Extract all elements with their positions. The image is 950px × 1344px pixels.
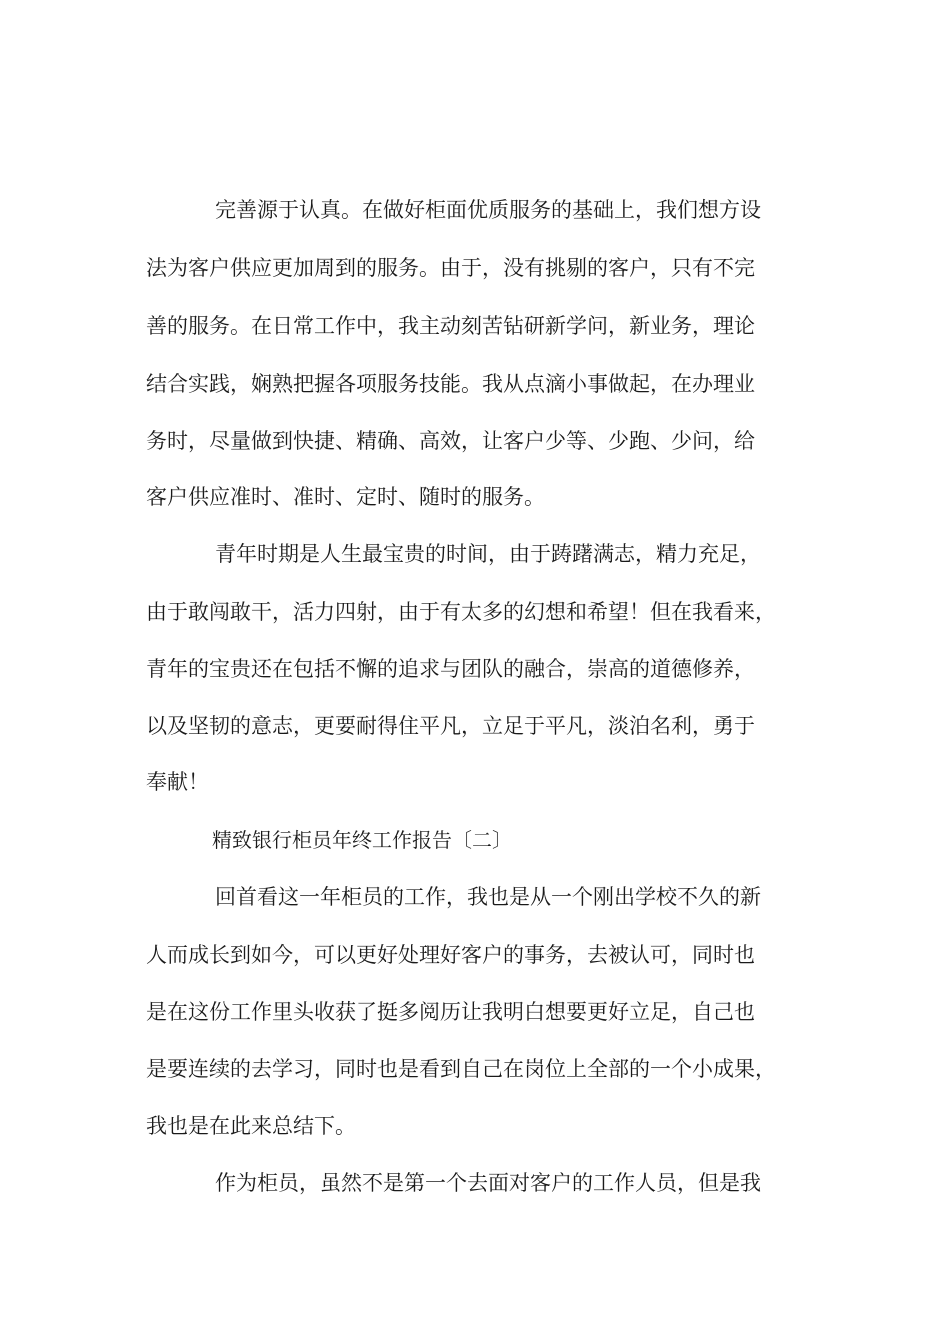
paragraph-2-line-3: 青年的宝贵还在包括不懈的追求与团队的融合，崇高的道德修养， xyxy=(146,657,755,681)
paragraph-1-line-4: 结合实践，娴熟把握各项服务技能。我从点滴小事做起，在办理业 xyxy=(146,372,755,396)
paragraph-4-line-1: 作为柜员，虽然不是第一个去面对客户的工作人员，但是我 xyxy=(215,1171,761,1195)
paragraph-3-line-3: 是在这份工作里头收获了挺多阅历让我明白想要更好立足，自己也 xyxy=(146,1000,755,1024)
paragraph-1-line-2: 法为客户供应更加周到的服务。由于，没有挑剔的客户，只有不完 xyxy=(146,256,755,280)
paragraph-2-line-1: 青年时期是人生最宝贵的时间，由于踌躇满志，精力充足， xyxy=(215,542,761,566)
paragraph-2-line-5: 奉献！ xyxy=(146,770,209,794)
paragraph-2-line-4: 以及坚韧的意志，更要耐得住平凡，立足于平凡，淡泊名利，勇于 xyxy=(146,714,755,738)
paragraph-3-line-5: 我也是在此来总结下。 xyxy=(146,1114,356,1138)
paragraph-3-line-1: 回首看这一年柜员的工作，我也是从一个刚出学校不久的新 xyxy=(215,885,761,909)
section-heading: 精致银行柜员年终工作报告〔二〕 xyxy=(212,828,512,852)
paragraph-3-line-2: 人而成长到如今，可以更好处理好客户的事务，去被认可，同时也 xyxy=(146,943,755,967)
paragraph-1-line-3: 善的服务。在日常工作中，我主动刻苦钻研新学问，新业务，理论 xyxy=(146,314,755,338)
paragraph-2-line-2: 由于敢闯敢干，活力四射，由于有太多的幻想和希望！但在我看来， xyxy=(146,600,776,624)
paragraph-3-line-4: 是要连续的去学习，同时也是看到自己在岗位上全部的一个小成果， xyxy=(146,1057,776,1081)
paragraph-1-line-5: 务时，尽量做到快捷、精确、高效，让客户少等、少跑、少问，给 xyxy=(146,429,755,453)
paragraph-1-line-6: 客户供应准时、准时、定时、随时的服务。 xyxy=(146,485,545,509)
paragraph-1-line-1: 完善源于认真。在做好柜面优质服务的基础上，我们想方设 xyxy=(215,198,761,222)
